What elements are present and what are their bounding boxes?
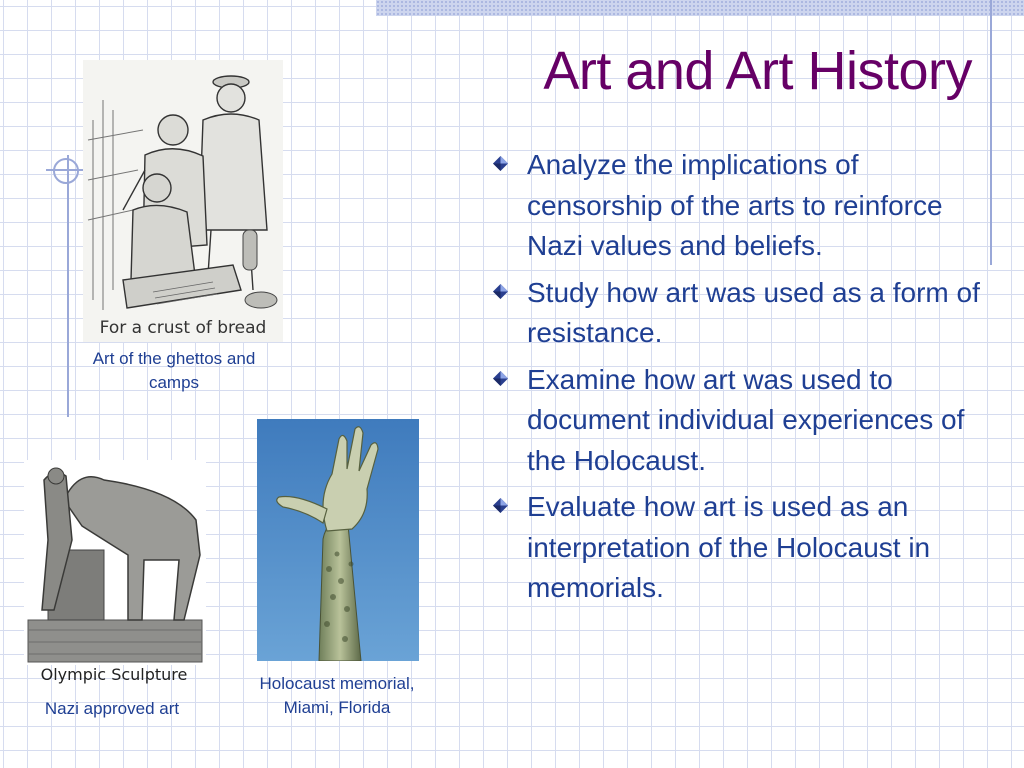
olympic-sculpture-image xyxy=(24,460,206,665)
bullet-item xyxy=(490,273,995,354)
diamond-bullet-icon xyxy=(493,498,508,513)
bullet-list xyxy=(490,145,995,615)
sketch-inner-caption: For a crust of bread xyxy=(99,318,267,338)
bullet-text: Analyze the implications of censorship of the arts to reinforce Nazi values and beliefs. xyxy=(527,149,943,261)
decorative-line-left xyxy=(67,155,69,417)
diamond-bullet-icon xyxy=(493,156,508,171)
holocaust-memorial-image xyxy=(257,419,419,661)
decorative-circle xyxy=(53,158,79,184)
bullet-item xyxy=(490,145,995,267)
bullet-text: Evaluate how art is used as an interpretation of the Holocaust in memorials. xyxy=(527,491,931,603)
ghetto-sketch-image xyxy=(83,60,283,342)
bullet-text: Study how art was used as a form of resistance. xyxy=(527,276,980,348)
diamond-bullet-icon xyxy=(493,284,508,299)
bullet-text: Examine how art was used to document individual experiences of the Holocaust. xyxy=(527,363,965,476)
sketch-caption: Art of the ghettos and camps xyxy=(92,349,256,392)
bullet-item xyxy=(490,487,995,609)
diamond-bullet-icon xyxy=(493,371,508,386)
horse-caption: Nazi approved art xyxy=(44,699,180,718)
sketch-drawing xyxy=(83,60,283,342)
memorial-hand-drawing xyxy=(257,419,419,661)
bullet-item xyxy=(490,360,995,482)
memorial-caption: Holocaust memorial, Miami, Florida xyxy=(259,674,415,717)
horse-sculpture-drawing xyxy=(24,460,206,665)
horse-inner-caption: Olympic Sculpture xyxy=(40,665,188,684)
slide-title: Art and Art History xyxy=(543,41,972,101)
top-decorative-band xyxy=(376,0,1024,16)
